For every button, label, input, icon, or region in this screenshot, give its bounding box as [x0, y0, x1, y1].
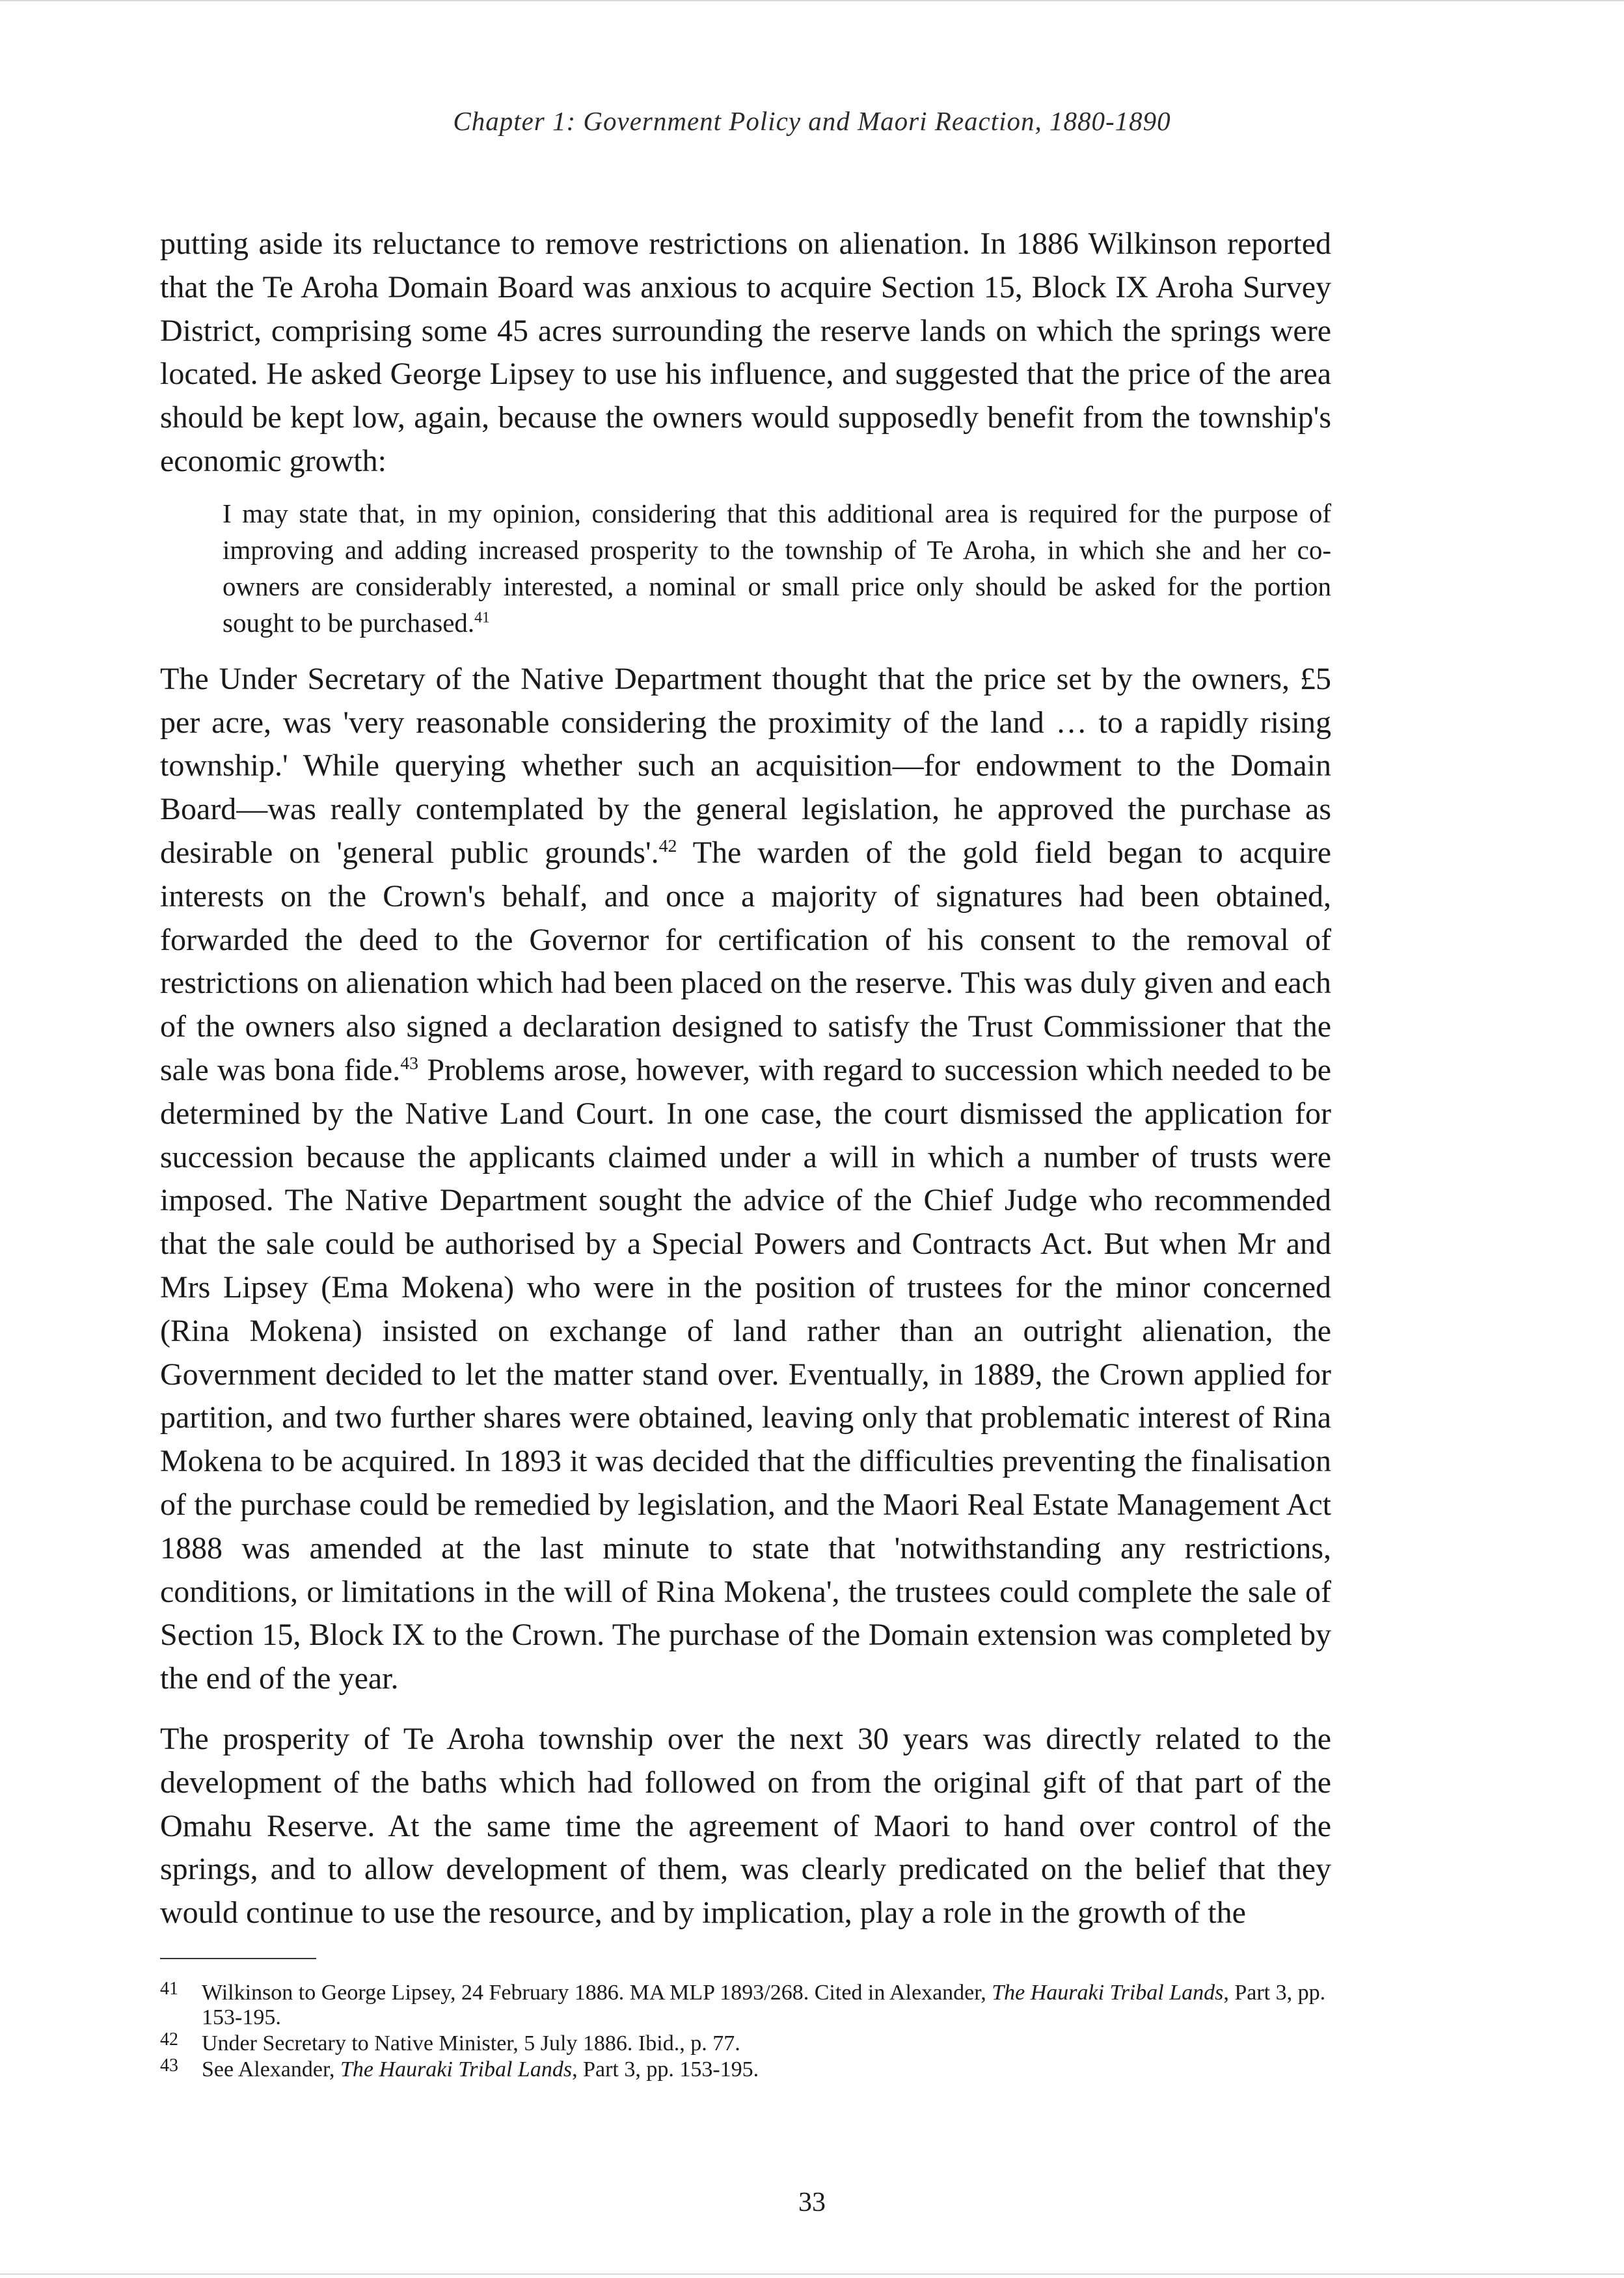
paragraph: putting aside its reluctance to remove restrictions on alienation. In 1886 Wilkinson reported that the Te Aroha Domain Board was anxious to acquire Section 15, Block IX Aroha Survey District, comprising some 45 acres surrounding the reserve lands on which the springs were located. He asked George Lipsey to use his influence, and suggested that the price of the area should be kept low, again, because the owners would supposedly benefit from the township's economic growth: — [160, 226, 1331, 478]
block-quote — [223, 495, 1331, 641]
footnote-text: See Alexander, — [202, 2057, 340, 2081]
footnote-text: , Part 3, pp. 153-195. — [572, 2057, 759, 2081]
scan-bottom-edge — [0, 2273, 1624, 2275]
footnote — [160, 2031, 1331, 2056]
footnote-title: The Hauraki Tribal Lands — [340, 2057, 573, 2081]
footnote-number: 41 — [160, 1979, 178, 1999]
main-text — [160, 223, 1331, 1935]
paragraph-text: The warden of the gold field began to acquire interests on the Crown's behalf, and once a majority of signatures had been obtained, forwarded the deed to the Governor for certification of his consent to the removal of restrictions on alienation which had been placed on the reserve. This was duly given and each of the owners also signed a declaration designed to satisfy the Trust Commissioner that the sale was bona fide. — [160, 835, 1332, 1087]
paragraph-text: Problems arose, however, with regard to succession which needed to be determined by the Native Land Court. In one case, the court dismissed the application for succession because the applicants claimed under a will in which a number of trusts were imposed. The Native Department sought the advice of the Chief Judge who recommended that the sale could be authorised by a Special Powers and Contracts Act. But when Mr and Mrs Lipsey (Ema Mokena) who were in the position of trustees for the minor concerned (Rina Mokena) insisted on exchange of land rather than an outright alienation, the Government decided to let the matter stand over. Eventually, in 1889, the Crown applied for partition, and two further shares were obtained, leaving only that problematic interest of Rina Mokena to be acquired. In 1893 it was decided that the difficulties preventing the finalisation of the purchase could be remedied by legislation, and the Maori Real Estate Management Act 1888 was amended at the last minute to state that 'notwithstanding any restrictions, conditions, or limitations in the will of Rina Mokena', the trustees could complete the sale of Section 15, Block IX to the Crown. The purchase of the Domain extension was completed by the end of the year. — [160, 1052, 1332, 1696]
paragraph — [160, 658, 1331, 1701]
running-header: Chapter 1: Government Policy and Maori Reaction, 1880-1890 — [453, 106, 1171, 136]
footnote-text: Wilkinson to George Lipsey, 24 February 1886. MA MLP 1893/268. Cited in Alexander, — [202, 1981, 992, 2005]
footnote — [160, 2057, 1331, 2082]
footnote-number: 42 — [160, 2029, 178, 2050]
footnote-ref: 42 — [658, 835, 677, 856]
footnote — [160, 1981, 1331, 2030]
footnote-ref: 43 — [400, 1053, 419, 1074]
footnote-number: 43 — [160, 2055, 178, 2076]
paragraph-text: The Under Secretary of the Native Department thought that the price set by the owners, £5 per acre, was 'very reasonable considering the proximity of the land … to a rapidly rising township.' While querying whether such an acquisition—for endowment to the Domain Board—was really contemplated by the general legislation, he approved the purchase as desirable on 'general public grounds'. — [160, 661, 1331, 870]
footnote-ref: 41 — [474, 609, 490, 627]
footnotes — [160, 1981, 1331, 2083]
footnote-text: , Part 3, pp. 153-195. — [202, 1981, 1326, 2029]
page-number: 33 — [798, 2188, 826, 2217]
scan-top-edge — [0, 0, 1624, 1]
footnote-divider — [160, 1958, 316, 1959]
footnote-text: Under Secretary to Native Minister, 5 July 1886. Ibid., p. 77. — [202, 2031, 740, 2055]
paragraph: The prosperity of Te Aroha township over the next 30 years was directly related to the development of the baths which had followed on from the original gift of that part of the Omahu Reserve. At the same time the agreement of Maori to hand over control of the springs, and to allow development of them, was clearly predicated on the belief that they would continue to use the resource, and by implication, play a role in the growth of the — [160, 1721, 1331, 1931]
quote-text: I may state that, in my opinion, considering that this additional area is required for the purpose of improving and adding increased prosperity to the township of Te Aroha, in which she and her co-owners are considerably interested, a nominal or small price only should be asked for the portion sought to be purchased. — [223, 498, 1331, 638]
footnote-title: The Hauraki Tribal Lands — [992, 1981, 1224, 2005]
